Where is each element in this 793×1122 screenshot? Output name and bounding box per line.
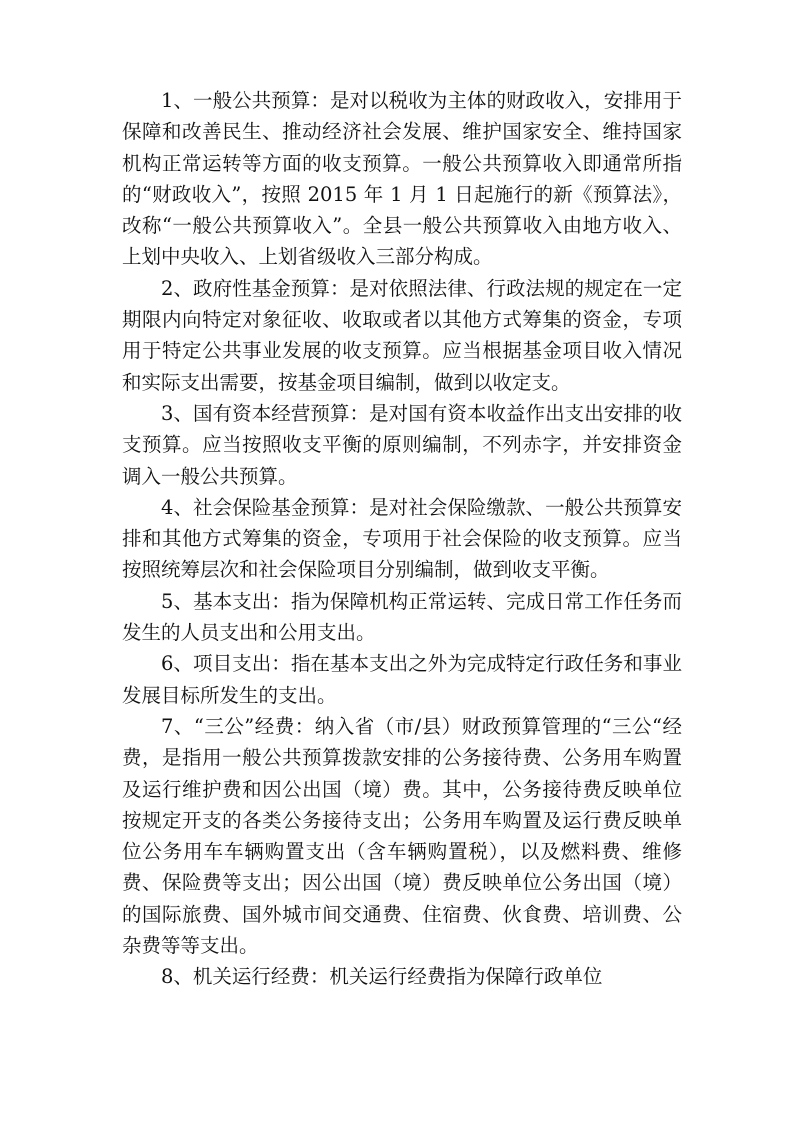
- paragraph-agency-operating-expenses: 8、机关运行经费：机关运行经费指为保障行政单位: [161, 965, 603, 989]
- paragraph-government-fund-budget: 2、政府性基金预算：是对依照法律、行政法规的规定在一定期限内向特定对象征收、收取或者以其他方式筹集的资金，专项用于特定公共事业发展的收支预算。应当根据基金项目收入情况和实际支出需要，按基金项目编制，做到以收定支。: [122, 276, 682, 394]
- paragraph-general-public-budget: 1、一般公共预算：是对以税收为主体的财政收入，安排用于保障和改善民生、推动经济社会发展、维护国家安全、维持国家机构正常运转等方面的收支预算。一般公共预算收入即通常所指的“财政收入”，按照 2015 年 1 月 1 日起施行的新《预算法》，改称“一般公共预算收入”。全县一般公共预算收入由地方收入、上划中央收入、上划省级收入三部分构成。: [122, 89, 682, 269]
- paragraph-project-expenditure: 6、项目支出：指在基本支出之外为完成特定行政任务和事业发展目标所发生的支出。: [122, 652, 682, 707]
- body-text: [122, 85, 682, 993]
- paragraph-state-capital-budget: 3、国有资本经营预算：是对国有资本收益作出支出安排的收支预算。应当按照收支平衡的原则编制，不列赤字，并安排资金调入一般公共预算。: [122, 401, 682, 488]
- paragraph-three-public-expenses: 7、“三公”经费：纳入省（市/县）财政预算管理的“三公“经费，是指用一般公共预算拨款安排的公务接待费、公务用车购置及运行维护费和因公出国（境）费。其中，公务接待费反映单位按规定开支的各类公务接待支出；公务用车购置及运行费反映单位公务用车车辆购置支出（含车辆购置税），以及燃料费、维修费、保险费等支出；因公出国（境）费反映单位公务出国（境）的国际旅费、国外城市间交通费、住宿费、伙食费、培训费、公杂费等等支出。: [122, 714, 682, 958]
- paragraph-basic-expenditure: 5、基本支出：指为保障机构正常运转、完成日常工作任务而发生的人员支出和公用支出。: [122, 589, 682, 645]
- paragraph-social-insurance-budget: 4、社会保险基金预算：是对社会保险缴款、一般公共预算安排和其他方式筹集的资金，专项用于社会保险的收支预算。应当按照统筹层次和社会保险项目分别编制，做到收支平衡。: [122, 495, 682, 582]
